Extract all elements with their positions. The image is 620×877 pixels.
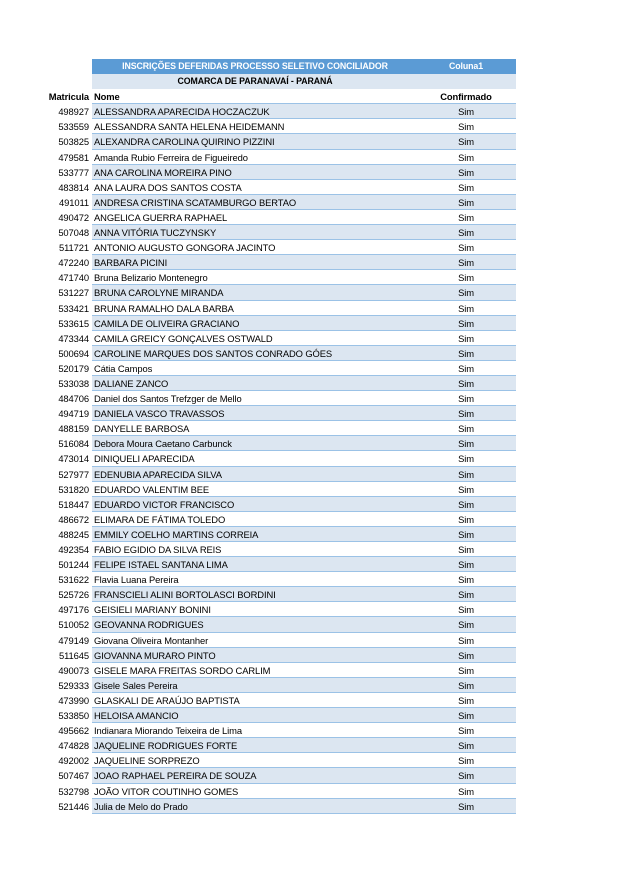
matricula-cell: 533038 [58, 377, 89, 389]
nome-cell: Debora Moura Caetano Carbunck [92, 436, 416, 451]
table-row [40, 436, 516, 451]
matricula-cell: 533559 [58, 121, 89, 133]
table-row [40, 693, 516, 708]
matricula-cell: 511645 [59, 649, 89, 661]
table-row [40, 119, 516, 134]
matricula-cell: 479581 [58, 151, 89, 163]
confirmado-cell: Sim [416, 421, 516, 436]
matricula-cell: 531820 [58, 483, 89, 495]
table-row [40, 784, 516, 799]
subtitle-blank-cell [40, 74, 92, 89]
table-row [40, 602, 516, 617]
matricula-cell: 503825 [58, 136, 89, 148]
table-row [40, 557, 516, 572]
confirmado-cell: Sim [416, 617, 516, 632]
nome-cell: FELIPE ISTAEL SANTANA LIMA [92, 557, 416, 572]
confirmado-cell: Sim [416, 708, 516, 723]
confirmado-cell: Sim [416, 285, 516, 300]
nome-cell: EDENUBIA APARECIDA SILVA [92, 467, 416, 482]
nome-cell: DALIANE ZANCO [92, 376, 416, 391]
table-body [40, 104, 516, 813]
table-row [40, 497, 516, 512]
table-row [40, 633, 516, 648]
table-row [40, 391, 516, 406]
nome-cell: HELOISA AMANCIO [92, 708, 416, 723]
confirmado-cell: Sim [416, 361, 516, 376]
nome-cell: EMMILY COELHO MARTINS CORREIA [92, 527, 416, 542]
table-row [40, 572, 516, 587]
confirmado-cell: Sim [416, 134, 516, 149]
nome-cell: JAQUELINE RODRIGUES FORTE [92, 738, 416, 753]
nome-cell: ANGELICA GUERRA RAPHAEL [92, 210, 416, 225]
nome-cell: GISELE MARA FREITAS SORDO CARLIM [92, 663, 416, 678]
nome-cell: Flavia Luana Pereira [92, 572, 416, 587]
confirmado-cell: Sim [416, 406, 516, 421]
table-row [40, 482, 516, 497]
table-row [40, 285, 516, 300]
nome-cell: DANIELA VASCO TRAVASSOS [92, 406, 416, 421]
matricula-cell: 501244 [58, 559, 89, 571]
nome-cell: Giovana Oliveira Montanher [92, 633, 416, 648]
table-row [40, 270, 516, 285]
matricula-cell: 488159 [58, 423, 89, 435]
matricula-cell: 525726 [58, 589, 89, 601]
table-row [40, 708, 516, 723]
matricula-cell: 533850 [58, 710, 89, 722]
confirmado-cell: Sim [416, 512, 516, 527]
table-row [40, 346, 516, 361]
nome-cell: ANA LAURA DOS SANTOS COSTA [92, 180, 416, 195]
confirmado-cell: Sim [416, 678, 516, 693]
table-row [40, 316, 516, 331]
matricula-cell: 500694 [58, 347, 89, 359]
matricula-cell: 491011 [59, 196, 89, 208]
confirmado-cell: Sim [416, 150, 516, 165]
table-row [40, 104, 516, 119]
nome-cell: ANDRESA CRISTINA SCATAMBURGO BERTAO [92, 195, 416, 210]
table-row [40, 376, 516, 391]
confirmado-cell: Sim [416, 376, 516, 391]
nome-cell: ANA CAROLINA MOREIRA PINO [92, 165, 416, 180]
nome-cell: DINIQUELI APARECIDA [92, 451, 416, 466]
confirmado-cell: Sim [416, 240, 516, 255]
matricula-cell: 486672 [58, 513, 89, 525]
table-row [40, 617, 516, 632]
table-row [40, 165, 516, 180]
nome-cell: ALEXANDRA CAROLINA QUIRINO PIZZINI [92, 134, 416, 149]
header-nome: Nome [92, 89, 416, 104]
table-row [40, 451, 516, 466]
nome-cell: CAMILA DE OLIVEIRA GRACIANO [92, 316, 416, 331]
confirmado-cell: Sim [416, 663, 516, 678]
confirmado-cell: Sim [416, 255, 516, 270]
confirmado-cell: Sim [416, 331, 516, 346]
nome-cell: ALESSANDRA APARECIDA HOCZACZUK [92, 104, 416, 119]
table-row [40, 421, 516, 436]
matricula-cell: 483814 [58, 181, 89, 193]
confirmado-cell: Sim [416, 482, 516, 497]
matricula-cell: 516084 [58, 438, 89, 450]
confirmado-cell: Sim [416, 451, 516, 466]
confirmado-cell: Sim [416, 723, 516, 738]
matricula-cell: 507048 [58, 227, 89, 239]
table-row [40, 195, 516, 210]
matricula-cell: 472240 [58, 257, 89, 269]
spreadsheet-table [40, 59, 516, 814]
nome-cell: JOAO RAPHAEL PEREIRA DE SOUZA [92, 768, 416, 783]
confirmado-cell: Sim [416, 784, 516, 799]
confirmado-cell: Sim [416, 467, 516, 482]
nome-cell: ANNA VITÓRIA TUCZYNSKY [92, 225, 416, 240]
table-title: INSCRIÇÕES DEFERIDAS PROCESSO SELETIVO CONCILIADOR [92, 59, 416, 74]
confirmado-cell: Sim [416, 497, 516, 512]
table-row [40, 361, 516, 376]
matricula-cell: 474828 [58, 740, 89, 752]
matricula-cell: 531622 [58, 574, 89, 586]
table-row [40, 587, 516, 602]
matricula-cell: 498927 [58, 106, 89, 118]
matricula-cell: 507467 [58, 770, 89, 782]
title-row [40, 59, 516, 74]
nome-cell: JAQUELINE SORPREZO [92, 753, 416, 768]
matricula-cell: 533615 [58, 317, 89, 329]
header-confirmado: Confirmado [416, 89, 516, 104]
table-row [40, 678, 516, 693]
matricula-cell: 492354 [58, 544, 89, 555]
matricula-cell: 511721 [59, 242, 89, 254]
table-row [40, 527, 516, 542]
nome-cell: EDUARDO VALENTIM BEE [92, 482, 416, 497]
table-row [40, 240, 516, 255]
table-row [40, 512, 516, 527]
table-row [40, 738, 516, 753]
nome-cell: EDUARDO VICTOR FRANCISCO [92, 497, 416, 512]
nome-cell: ANTONIO AUGUSTO GONGORA JACINTO [92, 240, 416, 255]
subtitle-blank-cell-right [416, 74, 516, 89]
nome-cell: CAMILA GREICY GONÇALVES OSTWALD [92, 331, 416, 346]
title-column-label: Coluna1 [416, 59, 516, 74]
confirmado-cell: Sim [416, 542, 516, 557]
nome-cell: Cátia Campos [92, 361, 416, 376]
confirmado-cell: Sim [416, 119, 516, 134]
confirmado-cell: Sim [416, 648, 516, 663]
matricula-cell: 473990 [58, 694, 89, 706]
confirmado-cell: Sim [416, 602, 516, 617]
matricula-cell: 527977 [58, 468, 89, 480]
confirmado-cell: Sim [416, 225, 516, 240]
matricula-cell: 473344 [58, 332, 89, 344]
table-row [40, 301, 516, 316]
matricula-cell: 492002 [58, 755, 89, 767]
table-row [40, 467, 516, 482]
confirmado-cell: Sim [416, 270, 516, 285]
nome-cell: BRUNA RAMALHO DALA BARBA [92, 301, 416, 316]
table-row [40, 406, 516, 421]
confirmado-cell: Sim [416, 104, 516, 119]
matricula-cell: 490073 [58, 664, 89, 676]
matricula-cell: 473014 [58, 453, 89, 465]
matricula-cell: 529333 [58, 679, 89, 691]
confirmado-cell: Sim [416, 210, 516, 225]
table-row [40, 331, 516, 346]
confirmado-cell: Sim [416, 195, 516, 210]
nome-cell: BARBARA PICINI [92, 255, 416, 270]
confirmado-cell: Sim [416, 633, 516, 648]
nome-cell: GIOVANNA MURARO PINTO [92, 648, 416, 663]
nome-cell: Daniel dos Santos Trefzger de Mello [92, 391, 416, 406]
matricula-cell: 495662 [58, 725, 89, 737]
confirmado-cell: Sim [416, 316, 516, 331]
title-blank-cell [40, 59, 92, 74]
matricula-cell: 521446 [58, 800, 89, 812]
matricula-cell: 484706 [58, 393, 89, 405]
column-header-row [40, 89, 516, 104]
confirmado-cell: Sim [416, 693, 516, 708]
table-row [40, 799, 516, 814]
nome-cell: Indianara Miorando Teixeira de Lima [92, 723, 416, 738]
confirmado-cell: Sim [416, 738, 516, 753]
table-row [40, 225, 516, 240]
matricula-cell: 488245 [58, 528, 89, 540]
nome-cell: Gisele Sales Pereira [92, 678, 416, 693]
nome-cell: FRANSCIELI ALINI BORTOLASCI BORDINI [92, 587, 416, 602]
nome-cell: Julia de Melo do Prado [92, 799, 416, 814]
confirmado-cell: Sim [416, 768, 516, 783]
confirmado-cell: Sim [416, 180, 516, 195]
matricula-cell: 532798 [58, 785, 89, 797]
confirmado-cell: Sim [416, 391, 516, 406]
matricula-cell: 479149 [58, 634, 89, 646]
confirmado-cell: Sim [416, 572, 516, 587]
matricula-cell: 518447 [58, 498, 89, 510]
table-row [40, 210, 516, 225]
nome-cell: BRUNA CAROLYNE MIRANDA [92, 285, 416, 300]
subtitle-row [40, 74, 516, 89]
nome-cell: ALESSANDRA SANTA HELENA HEIDEMANN [92, 119, 416, 134]
confirmado-cell: Sim [416, 799, 516, 814]
matricula-cell: 490472 [58, 211, 89, 223]
matricula-cell: 510052 [58, 619, 89, 631]
table-row [40, 723, 516, 738]
confirmado-cell: Sim [416, 587, 516, 602]
confirmado-cell: Sim [416, 527, 516, 542]
nome-cell: CAROLINE MARQUES DOS SANTOS CONRADO GÓES [92, 346, 416, 361]
table-row [40, 768, 516, 783]
table-row [40, 150, 516, 165]
nome-cell: ELIMARA DE FÁTIMA TOLEDO [92, 512, 416, 527]
table-row [40, 663, 516, 678]
confirmado-cell: Sim [416, 165, 516, 180]
confirmado-cell: Sim [416, 436, 516, 451]
table-row [40, 542, 516, 557]
nome-cell: GEOVANNA RODRIGUES [92, 617, 416, 632]
table-subtitle: COMARCA DE PARANAVAÍ - PARANÁ [92, 74, 416, 89]
nome-cell: JOÃO VITOR COUTINHO GOMES [92, 784, 416, 799]
table-row [40, 753, 516, 768]
table-row [40, 134, 516, 149]
matricula-cell: 531227 [58, 287, 89, 299]
matricula-cell: 471740 [58, 272, 89, 284]
confirmado-cell: Sim [416, 301, 516, 316]
nome-cell: GEISIELI MARIANY BONINI [92, 602, 416, 617]
nome-cell: GLASKALI DE ARAÚJO BAPTISTA [92, 693, 416, 708]
matricula-cell: 494719 [58, 408, 89, 420]
header-matricula: Matricula [48, 91, 89, 103]
table-row [40, 180, 516, 195]
matricula-cell: 533421 [58, 302, 89, 314]
nome-cell: Amanda Rubio Ferreira de Figueiredo [92, 150, 416, 165]
nome-cell: DANYELLE BARBOSA [92, 421, 416, 436]
confirmado-cell: Sim [416, 346, 516, 361]
matricula-cell: 520179 [58, 362, 89, 374]
matricula-cell: 533777 [58, 166, 89, 178]
confirmado-cell: Sim [416, 557, 516, 572]
matricula-cell: 497176 [58, 604, 89, 616]
table-row [40, 255, 516, 270]
nome-cell: Bruna Belizario Montenegro [92, 270, 416, 285]
table-row [40, 648, 516, 663]
confirmado-cell: Sim [416, 753, 516, 768]
nome-cell: FABIO EGIDIO DA SILVA REIS [92, 542, 416, 557]
